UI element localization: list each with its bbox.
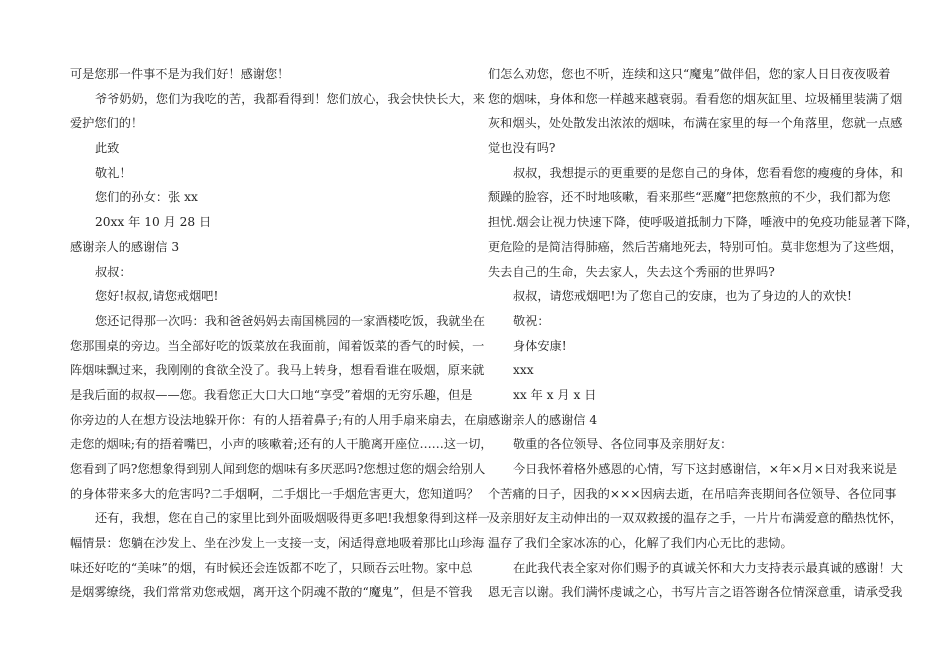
text-line: 你旁边的人在想方设法地躲开你：有的人捂着鼻子;有的人用手扇来扇去，在扇 <box>70 412 489 427</box>
text-line: 您们的孙女：张 xx <box>95 190 198 205</box>
text-line: 们怎么劝您，您也不听，连续和这只“魔鬼”做伴侣，您的家人日日夜夜吸着 <box>488 67 891 81</box>
text-line: 您那围桌的旁边。当全部好吃的饭菜放在我面前，闻着饭菜的香气的时候，一 <box>70 338 485 353</box>
text-line: xx 年 x 月 x 日 <box>513 387 597 402</box>
text-line: 20xx 年 10 月 28 日 <box>95 215 212 230</box>
text-line: 灰和烟头，处处散发出浓浓的烟味，布满在家里的每一个角落里，您就一点感 <box>488 116 903 131</box>
text-line: 恩无言以谢。我们满怀虔诚之心，书写片言之语答谢各位情深意重，请承受我 <box>488 585 903 600</box>
text-line: xxx <box>513 363 534 378</box>
text-line: 您还记得那一次吗：我和爸爸妈妈去南国桃园的一家酒楼吃饭，我就坐在 <box>95 313 485 328</box>
text-line: 感谢亲人的感谢信 4 <box>488 412 598 427</box>
text-line: 是烟雾缭绕，我们常常劝您戒烟，离开这个阴魂不散的“魔鬼”，但是不管我 <box>70 585 473 600</box>
text-line: 的身体带来多大的危害吗?二手烟啊，二手烟比一手烟危害更大，您知道吗？ <box>70 486 479 501</box>
text-line: 还有，我想，您在自己的家里比到外面吸烟吸得更多吧!我想象得到这样一 <box>95 511 490 526</box>
text-line: 更危险的是简洁得肺癌，然后苦痛地死去，特别可怕。莫非您想为了这些烟， <box>488 239 903 254</box>
text-line: 走您的烟味;有的捂着嘴巴，小声的咳嗽着;还有的人干脆离开座位……这一切， <box>70 437 493 452</box>
text-line: 在此我代表全家对你们赐予的真诚关怀和大力支持表示最真诚的感谢！大 <box>513 560 903 575</box>
text-line: 今日我怀着格外感恩的心情，写下这封感谢信，×年×月×日对我来说是 <box>513 462 898 476</box>
text-line: 爱护您们的！ <box>70 116 144 131</box>
text-line: 觉也没有吗? <box>488 141 556 156</box>
right-text-column <box>488 62 919 605</box>
text-line: 感谢亲人的感谢信 3 <box>70 239 180 254</box>
text-line: 叔叔： <box>95 264 132 279</box>
text-line: 担忧.烟会让视力快速下降，使呼吸道抵制力下降，唾液中的免疫功能显著下降， <box>488 215 919 230</box>
text-line: 颓躁的脸容，还不时地咳嗽，看来那些“恶魔”把您熬煎的不少，我们都为您 <box>488 190 891 205</box>
text-line: 此致 <box>95 141 120 156</box>
text-line: 味还好吃的“美味”的烟，有时候还会连饭都不吃了，只顾吞云吐物。家中总 <box>70 560 473 575</box>
text-line: 爷爷奶奶，您们为我吃的苦，我都看得到！您们放心，我会快快长大，来 <box>95 91 485 106</box>
text-line: 敬祝： <box>513 313 550 328</box>
text-line: 叔叔，我想提示的更重要的是您自己的身体，您看看您的瘦瘦的身体，和 <box>513 165 903 180</box>
text-line: 失去自己的生命，失去家人，失去这个秀丽的世界吗? <box>488 264 775 279</box>
text-line: 阵烟味飘过来，我刚刚的食欲全没了。我马上转身，想看看谁在吸烟，原来就 <box>70 363 485 378</box>
left-text-column <box>70 62 493 605</box>
text-line: 可是您那一件事不是为我们好！感谢您！ <box>70 67 290 81</box>
text-line: 是我后面的叔叔——您。我看您正大口大口地“享受”着烟的无穷乐趣，但是 <box>70 387 473 402</box>
text-line: 及亲朋好友主动伸出的一双双救援的温存之手，一片片布满爱意的酷热忱怀， <box>488 511 903 526</box>
text-line: 您的烟味，身体和您一样越来越衰弱。看看您的烟灰缸里、垃圾桶里装满了烟 <box>488 91 903 106</box>
text-line: 您好!叔叔,请您戒烟吧! <box>95 289 219 304</box>
text-line: 您看到了吗?您想象得到别人闻到您的烟味有多厌恶吗?您想过您的烟会给别人 <box>70 462 486 476</box>
text-line: 温存了我们全家冰冻的心，化解了我们内心无比的悲恸。 <box>488 536 793 551</box>
text-line: 敬重的各位领导、各位同事及亲朋好友： <box>513 437 733 452</box>
text-line: 个苦痛的日子，因我的×××因病去逝，在吊唁奔丧期间各位领导、各位同事 <box>488 486 897 501</box>
text-line: 幅情景：您躺在沙发上、坐在沙发上一支接一支，闲适得意地吸着那比山珍海 <box>70 536 485 551</box>
text-line: 身体安康! <box>513 338 567 353</box>
text-line: 敬礼！ <box>95 165 132 180</box>
text-line: 叔叔，请您戒烟吧!为了您自己的安康，也为了身边的人的欢快! <box>513 289 852 304</box>
